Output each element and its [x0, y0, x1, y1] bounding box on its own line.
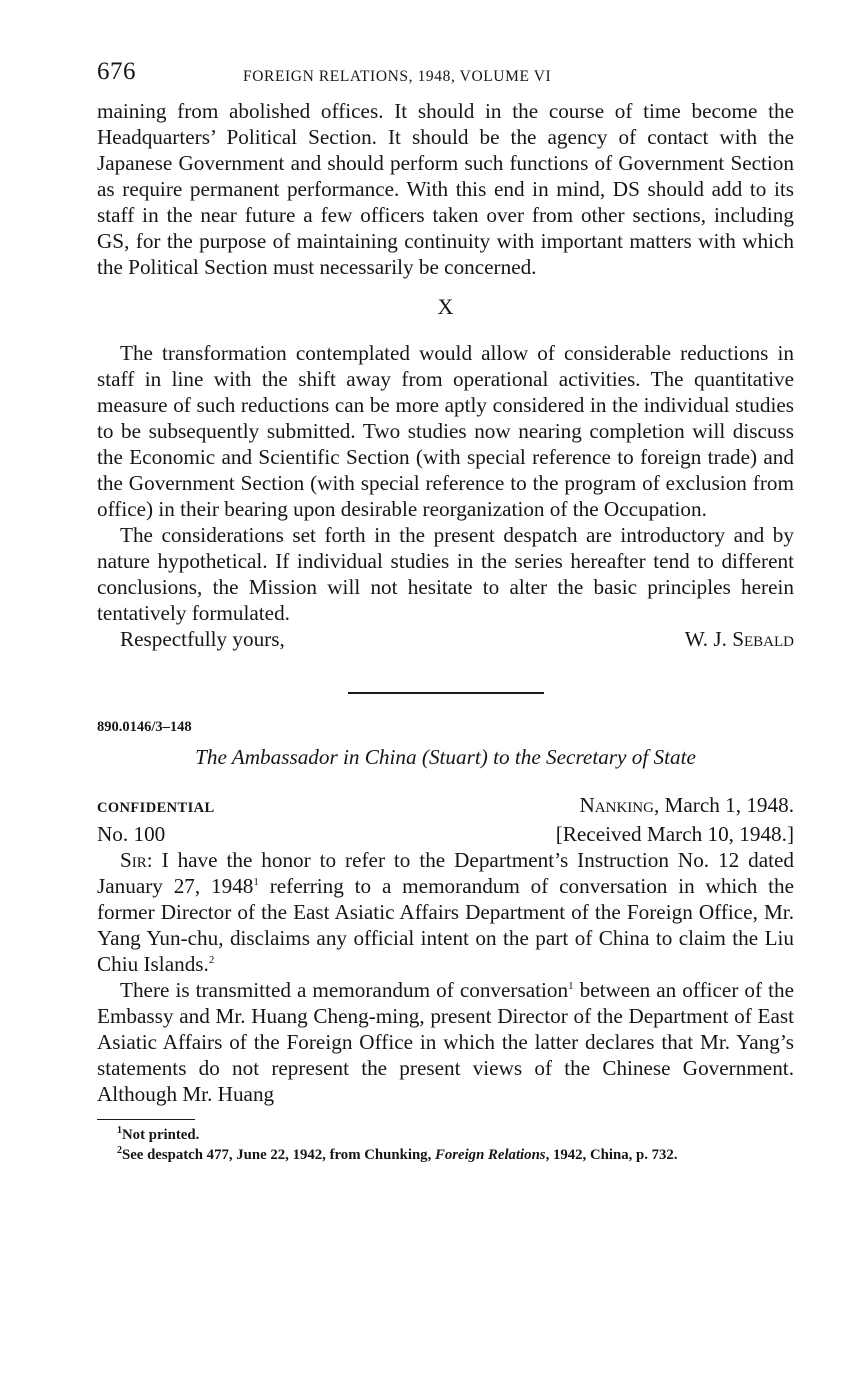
- section-x-paragraph-1: The transformation contemplated would allow of considerable reductions in staff in line with the shift away from operational activities. The quantitative measure of such reductions can be more aptly considered in the individual studies to be subsequently submitted. Two studies now nearing completion will discuss the Economic and Scientific Section (with special reference to foreign trade) and the Government Section (with special reference to the program of exclusion from office) in their bearing upon desirable reorganization of the Occupation.: [97, 341, 794, 521]
- section-divider: [348, 692, 544, 694]
- signature-initials: W. J.: [684, 627, 727, 651]
- footnote-1: [97, 1125, 794, 1145]
- footnote-2: [97, 1145, 794, 1165]
- running-title: FOREIGN RELATIONS, 1948, VOLUME VI: [243, 68, 552, 85]
- place-name: Nanking: [579, 793, 654, 817]
- section-ix-tail-paragraph: maining from abolished offices. It should in the course of time become the Headquarters’ Political Section. It should be the agency of contact with the Japanese Government and should perform such functions of Government Section as require permanent performance. With this end in mind, DS should add to its staff in the near future a few officers taken over from other sections, including GS, for the purpose of maintaining continuity with important matters with which the Political Section must necessarily be concerned.: [97, 99, 794, 279]
- footnote-1-mark: 1: [117, 1125, 122, 1137]
- letter-paragraph-1: [97, 847, 794, 977]
- page-number: 676: [97, 58, 136, 85]
- document-title: The Ambassador in China (Stuart) to the Secretary of State: [195, 745, 696, 769]
- running-header: [97, 58, 794, 98]
- paragraph-2-text-a: There is transmitted a memorandum of conversation: [120, 978, 569, 1002]
- despatch-number: No. 100: [97, 822, 166, 846]
- number-row: [97, 821, 794, 847]
- classification-row: [97, 792, 794, 821]
- footnote-2-text-a: See despatch 477, June 22, 1942, from Chunking,: [122, 1147, 435, 1163]
- footnote-2-text-b: , 1942, China, p. 732.: [545, 1147, 678, 1163]
- place-date: [579, 792, 794, 818]
- classification-label: CONFIDENTIAL: [97, 800, 215, 816]
- footnote-ref-2: 2: [208, 953, 215, 966]
- footnote-ref-1-repeat: 1: [568, 979, 574, 992]
- footnote-2-mark: 2: [117, 1145, 122, 1157]
- signature-surname: Sebald: [732, 627, 794, 651]
- salutation: Sir:: [120, 848, 153, 872]
- footnote-1-text: Not printed.: [122, 1127, 200, 1143]
- paragraph-1-text-b: referring to a memorandum of conversation in which the former Director of the East Asiatic Affairs Department of the Foreign Office, Mr. Yang Yun-chu, disclaims any official intent on the part of China to claim the Liu Chiu Islands.: [97, 874, 795, 976]
- paragraph-2-text-b: between an officer of the Embassy and Mr. Huang Cheng-ming, present Director of the Department of East Asiatic Affairs of the Foreign Office in which the latter declares that Mr. Yang’s statements do not represent the present views of the Chinese Government. Although Mr. Huang: [97, 978, 794, 1106]
- section-heading-x: X: [437, 294, 454, 319]
- signature: [685, 626, 794, 652]
- closing-line: [97, 626, 794, 652]
- section-x-paragraph-2: The considerations set forth in the present despatch are introductory and by nature hypothetical. If individual studies in the series hereafter tend to different conclusions, the Mission will not hesitate to alter the basic principles herein tentatively formulated.: [97, 523, 794, 625]
- letter-paragraph-2: [97, 977, 794, 1107]
- complimentary-close: Respectfully yours,: [120, 627, 285, 651]
- document-page: [97, 58, 794, 1165]
- received-date: [Received March 10, 1948.]: [555, 822, 794, 846]
- footnote-2-italic-title: Foreign Relations: [434, 1147, 546, 1163]
- footnote-divider: [97, 1119, 195, 1120]
- despatch-date: , March 1, 1948.: [653, 793, 794, 817]
- paragraph-1-text-a: I have the honor to refer to the Department’s Instruction No. 12 dated January 27, 1948: [97, 848, 794, 898]
- file-number: 890.0146/3–148: [97, 719, 192, 735]
- footnote-ref-1: 1: [253, 875, 259, 888]
